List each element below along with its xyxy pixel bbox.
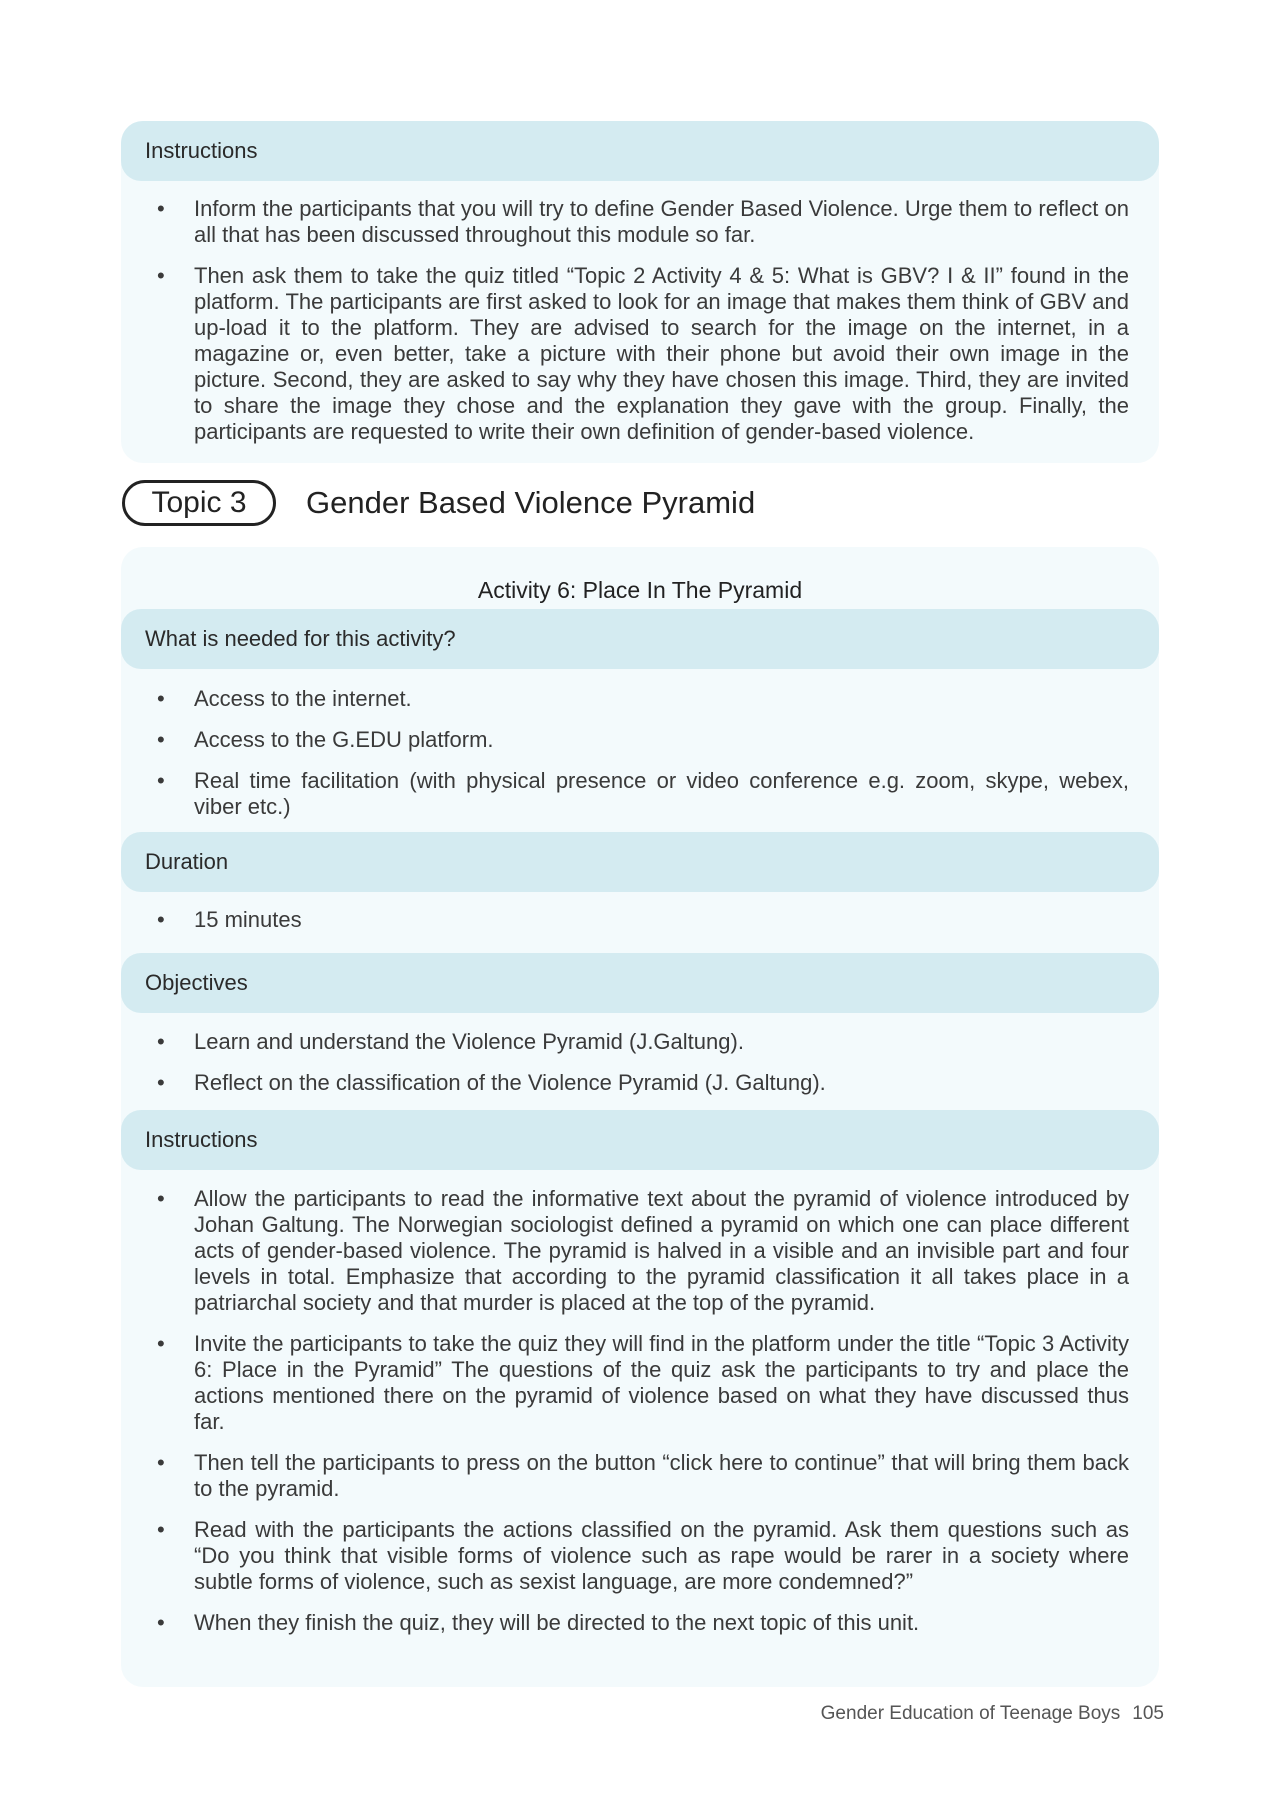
bullet-icon: • xyxy=(157,1450,165,1475)
objectives-heading: Objectives xyxy=(121,953,1159,1013)
topic-header xyxy=(122,480,755,526)
bullet-icon: • xyxy=(157,768,165,793)
list-item: • Reflect on the classification of the Violence Pyramid (J. Galtung). xyxy=(157,1070,826,1095)
list-item: • Then tell the participants to press on the button “click here to continue” that will bring them back to the pyramid. xyxy=(157,1450,1129,1501)
bullet-icon: • xyxy=(157,1070,165,1095)
activity-panel xyxy=(121,547,1159,1687)
list-item: • Real time facilitation (with physical presence or video conference e.g. zoom, skype, webex, viber etc.) xyxy=(157,768,1129,819)
objectives-list xyxy=(121,1029,1159,1096)
bullet-icon: • xyxy=(157,263,165,288)
instructions-heading: Instructions xyxy=(121,1110,1159,1170)
bullet-icon: • xyxy=(157,1186,165,1211)
bullet-icon: • xyxy=(157,1029,165,1054)
bullet-icon: • xyxy=(157,1331,165,1356)
bullet-icon: • xyxy=(157,727,165,752)
list-item: • Then ask them to take the quiz titled “Topic 2 Activity 4 & 5: What is GBV? I & II” found in the platform. The participants are first asked to look for an image that makes them think of GBV and up-load it to the platform. They are advised to search for the image on the internet, in a magazine or, even better, take a picture with their phone but avoid their own image in the picture. Second, they are asked to say why they have chosen this image. Third, they are invited to share the image they chose and the explanation they gave with the group. Finally, the participants are requested to write their own definition of gender-based violence. xyxy=(157,263,1129,444)
list-item: • When they finish the quiz, they will be directed to the next topic of this unit. xyxy=(157,1610,920,1635)
list-item: • Access to the internet. xyxy=(157,686,412,711)
page-number: 105 xyxy=(1132,1703,1164,1724)
instructions-list xyxy=(121,1186,1159,1636)
bullet-icon: • xyxy=(157,1517,165,1542)
needed-list xyxy=(121,686,1159,820)
list-item: • Read with the participants the actions classified on the pyramid. Ask them questions such as “Do you think that visible forms of violence such as rape would be rarer in a society where subtle forms of violence, such as sexist language, are more condemned?” xyxy=(157,1517,1129,1594)
list-item: • Allow the participants to read the informative text about the pyramid of violence introduced by Johan Galtung. The Norwegian sociologist defined a pyramid on which one can place different acts of gender-based violence. The pyramid is halved in a visible and an invisible part and four levels in total. Emphasize that according to the pyramid classification it all takes place in a patriarchal society and that murder is placed at the top of the pyramid. xyxy=(157,1186,1129,1315)
list-item: • Invite the participants to take the quiz they will find in the platform under the title “Topic 3 Activity 6: Place in the Pyramid” The questions of the quiz ask the participants to try and place the actions mentioned there on the pyramid of violence based on what they have discussed thus far. xyxy=(157,1331,1129,1434)
activity-title: Activity 6: Place In The Pyramid xyxy=(477,577,803,603)
instructions-panel-top xyxy=(121,121,1159,463)
list-item: • Inform the participants that you will try to define Gender Based Violence. Urge them to reflect on all that has been discussed throughout this module so far. xyxy=(157,196,1129,247)
list-item: • Learn and understand the Violence Pyramid (J.Galtung). xyxy=(157,1029,744,1054)
page-footer xyxy=(821,1703,1164,1725)
bullet-icon: • xyxy=(157,196,165,221)
needed-heading: What is needed for this activity? xyxy=(121,609,1159,669)
bullet-icon: • xyxy=(157,686,165,711)
instructions-list-top xyxy=(121,196,1159,445)
topic-title: Gender Based Violence Pyramid xyxy=(306,485,756,520)
topic-badge: Topic 3 xyxy=(122,480,276,526)
list-item: • 15 minutes xyxy=(157,907,302,932)
instructions-heading-top: Instructions xyxy=(121,121,1159,181)
bullet-icon: • xyxy=(157,1610,165,1635)
duration-heading: Duration xyxy=(121,832,1159,892)
list-item: • Access to the G.EDU platform. xyxy=(157,727,494,752)
footer-title: Gender Education of Teenage Boys xyxy=(820,1703,1121,1724)
duration-list xyxy=(121,907,1159,933)
bullet-icon: • xyxy=(157,907,165,932)
